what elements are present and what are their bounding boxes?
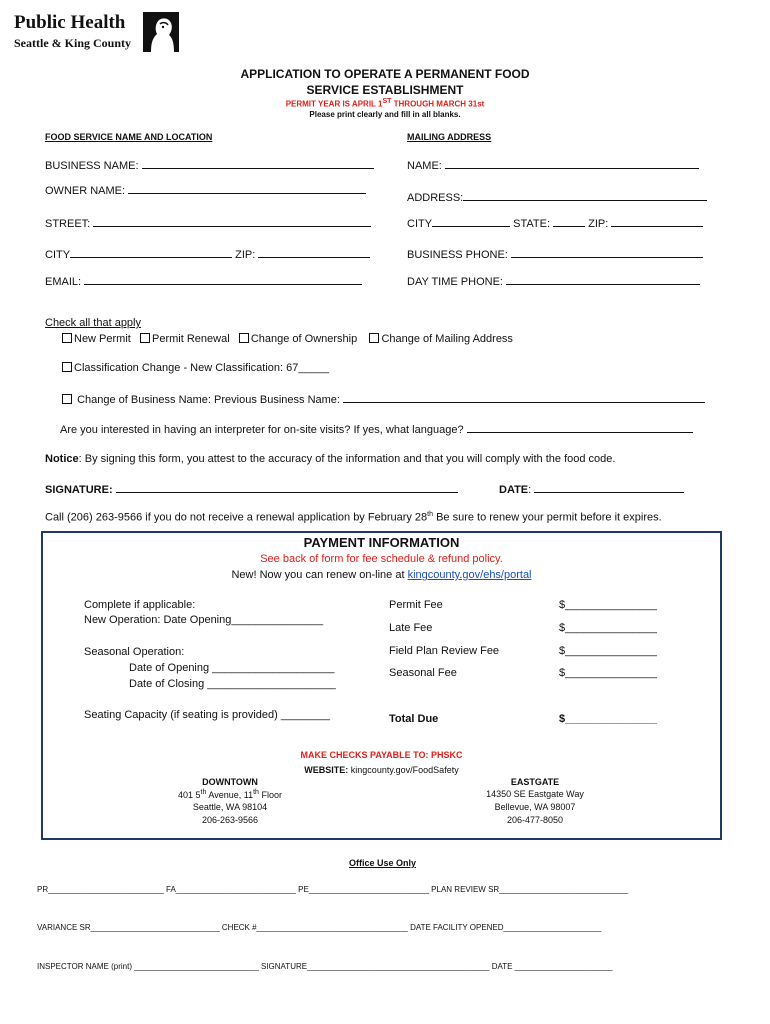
- section-heading-food-service: FOOD SERVICE NAME AND LOCATION: [45, 132, 213, 142]
- interpreter-question[interactable]: Are you interested in having an interpreter for on-site visits? If yes, what language?: [60, 422, 693, 436]
- fee-amount-late[interactable]: $_______________: [559, 622, 657, 634]
- office-use-heading: Office Use Only: [348, 858, 417, 868]
- eastgate-address: 14350 SE Eastgate Way: [486, 789, 584, 799]
- payment-heading: PAYMENT INFORMATION: [303, 535, 460, 550]
- fee-label-field-plan: Field Plan Review Fee: [389, 645, 500, 657]
- fee-label-late: Late Fee: [389, 622, 433, 634]
- king-county-logo-icon: [143, 12, 179, 52]
- permit-type-options: [62, 333, 513, 345]
- downtown-address: 401 5th Avenue, 11th Floor: [178, 789, 282, 800]
- mailing-name-field[interactable]: NAME:: [407, 158, 699, 172]
- day-time-phone-field[interactable]: DAY TIME PHONE:: [407, 274, 700, 288]
- total-due-label: Total Due: [389, 713, 439, 725]
- checks-payable-note: MAKE CHECKS PAYABLE TO: PHSKC: [300, 750, 463, 760]
- email-field[interactable]: EMAIL:: [45, 274, 362, 288]
- date-field[interactable]: DATE:: [499, 482, 684, 496]
- permit-year-note: PERMIT YEAR IS APRIL 1ST THROUGH MARCH 31st: [285, 98, 485, 109]
- fee-amount-field-plan[interactable]: $_______________: [559, 645, 657, 657]
- change-business-name-checkbox[interactable]: Change of Business Name: Previous Business Name:: [62, 392, 705, 406]
- city-zip-field[interactable]: CITY ZIP:: [45, 247, 370, 261]
- seating-capacity-field[interactable]: Seating Capacity (if seating is provided) ________: [84, 709, 330, 721]
- office-use-row-1[interactable]: PR__________________________ FA___________________________ PE___________________________ PLAN REVIEW SR_____________________________: [37, 885, 629, 894]
- change-ownership-checkbox[interactable]: Change of Ownership: [239, 333, 357, 345]
- fee-label-permit: Permit Fee: [389, 599, 443, 611]
- owner-name-field[interactable]: OWNER NAME:: [45, 183, 366, 197]
- notice-text: Notice: By signing this form, you attest to the accuracy of the information and that you will comply with the food code.: [45, 453, 616, 465]
- street-field[interactable]: STREET:: [45, 216, 371, 230]
- mailing-city-state-zip-field[interactable]: CITY STATE: ZIP:: [407, 216, 703, 230]
- date-of-opening-field[interactable]: Date of Opening ____________________: [129, 662, 335, 674]
- office-use-row-3[interactable]: INSPECTOR NAME (print) ____________________________ SIGNATURE_________________________________________ DATE ______________________: [37, 962, 613, 971]
- total-due-amount[interactable]: $_______________: [559, 713, 657, 725]
- renewal-call-note: Call (206) 263-9566 if you do not receive a renewal application by February 28th Be sure to renew your permit before it expires.: [45, 511, 662, 524]
- section-heading-mailing: MAILING ADDRESS: [407, 132, 492, 142]
- fee-amount-seasonal[interactable]: $_______________: [559, 667, 657, 679]
- date-of-closing-field[interactable]: Date of Closing _____________________: [129, 678, 336, 690]
- check-all-label: Check all that apply: [45, 317, 141, 329]
- complete-if-applicable: Complete if applicable:: [84, 599, 196, 611]
- business-name-field[interactable]: BUSINESS NAME:: [45, 158, 374, 172]
- business-phone-field[interactable]: BUSINESS PHONE:: [407, 247, 703, 261]
- logo-title: Public Health: [14, 12, 126, 33]
- fee-schedule-note: See back of form for fee schedule & refund policy.: [260, 553, 503, 565]
- eastgate-name: EASTGATE: [510, 777, 560, 787]
- permit-renewal-checkbox[interactable]: Permit Renewal: [140, 333, 230, 345]
- new-permit-checkbox[interactable]: New Permit: [62, 333, 131, 345]
- downtown-city: Seattle, WA 98104: [192, 802, 268, 812]
- eastgate-phone: 206-477-8050: [506, 815, 564, 825]
- fee-amount-permit[interactable]: $_______________: [559, 599, 657, 611]
- change-mailing-checkbox[interactable]: Change of Mailing Address: [369, 333, 512, 345]
- form-title-line2: SERVICE ESTABLISHMENT: [306, 83, 464, 97]
- seasonal-operation-label: Seasonal Operation:: [84, 646, 185, 658]
- new-operation-date-field[interactable]: New Operation: Date Opening_______________: [84, 614, 324, 626]
- office-use-row-2[interactable]: VARIANCE SR_____________________________ CHECK #__________________________________ DATE FACILITY OPENED______________________: [37, 923, 602, 932]
- portal-link[interactable]: kingcounty.gov/ehs/portal: [407, 569, 532, 581]
- website-note: WEBSITE: kingcounty.gov/FoodSafety: [304, 765, 459, 775]
- logo-subtitle: Seattle & King County: [14, 36, 131, 50]
- classification-change-checkbox[interactable]: Classification Change - New Classification: 67_____: [62, 362, 329, 374]
- signature-field[interactable]: SIGNATURE:: [45, 482, 458, 496]
- renew-online-note: New! Now you can renew on-line at kingcounty.gov/ehs/portal: [231, 569, 532, 581]
- form-title: APPLICATION TO OPERATE A PERMANENT FOOD: [240, 67, 530, 81]
- fee-label-seasonal: Seasonal Fee: [389, 667, 457, 679]
- downtown-phone: 206-263-9566: [201, 815, 259, 825]
- eastgate-city: Bellevue, WA 98007: [494, 802, 576, 812]
- mailing-address-field[interactable]: ADDRESS:: [407, 190, 707, 204]
- downtown-name: DOWNTOWN: [202, 777, 258, 787]
- print-note: Please print clearly and fill in all blanks.: [309, 110, 461, 119]
